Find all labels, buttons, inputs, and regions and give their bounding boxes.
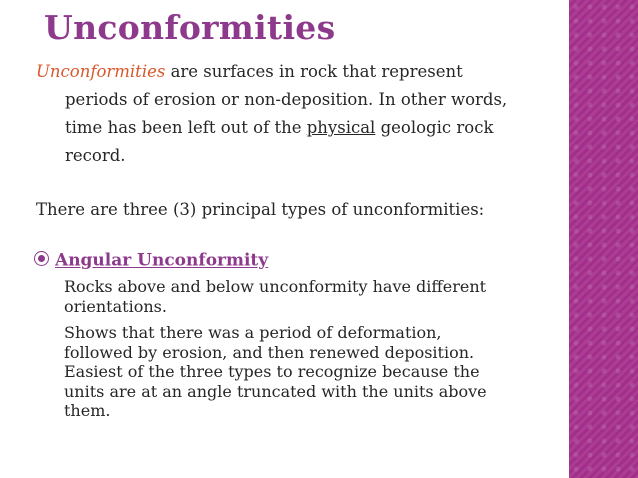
detail-line: units are at an angle truncated with the units above xyxy=(64,381,487,401)
types-sentence: There are three (3) principal types of unconformities: xyxy=(36,200,485,219)
bullet-heading: Angular Unconformity xyxy=(55,250,269,271)
bullet-description xyxy=(64,277,554,316)
intro-line-2: periods of erosion or non-deposition. In other words, xyxy=(65,90,508,109)
bullet-angular-unconformity xyxy=(34,250,268,271)
detail-line: followed by erosion, and then renewed deposition. xyxy=(64,342,475,362)
description-line: Rocks above and below unconformity have different xyxy=(64,277,487,296)
bullet-detail xyxy=(64,323,554,421)
intro-line-3 xyxy=(36,114,556,142)
detail-line: Shows that there was a period of deformation, xyxy=(64,323,442,342)
detail-line: them. xyxy=(64,401,111,420)
intro-line-3-after: geologic rock xyxy=(375,118,494,137)
detail-line: Easiest of the three types to recognize because the xyxy=(64,362,480,381)
intro-line-4: record. xyxy=(65,146,126,165)
intro-line-1 xyxy=(36,58,556,86)
intro-line-3-before: time has been left out of the xyxy=(65,118,307,137)
underlined-word-physical: physical xyxy=(306,118,376,137)
term-unconformities: Unconformities xyxy=(36,62,166,81)
description-line: orientations. xyxy=(64,296,167,316)
intro-paragraph xyxy=(36,58,556,170)
decorative-side-band xyxy=(569,0,638,478)
intro-line-1-rest: are surfaces in rock that represent xyxy=(165,62,463,81)
radio-bullet-icon xyxy=(34,251,49,266)
slide-title: Unconformities xyxy=(44,8,336,47)
